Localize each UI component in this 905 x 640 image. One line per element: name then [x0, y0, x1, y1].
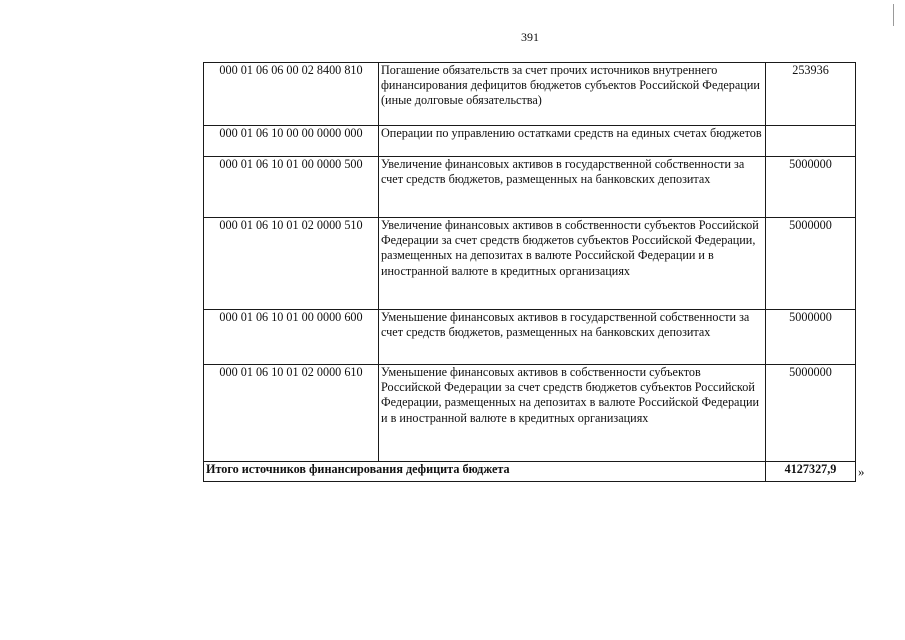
amount: 5000000: [766, 157, 856, 218]
source-name: Операции по управлению остатками средств на единых счетах бюджетов: [379, 126, 766, 157]
closing-quote-mark: »: [858, 464, 865, 479]
budget-code: 000 01 06 10 01 02 0000 510: [204, 218, 379, 310]
table-row: [204, 126, 856, 157]
budget-sources-table: [203, 62, 856, 482]
source-name: Уменьшение финансовых активов в государственной собственности за счет средств бюджетов, размещенных на банковских депозитах: [379, 310, 766, 365]
page-number: 391: [521, 30, 539, 44]
amount: 253936: [766, 63, 856, 126]
source-name: Уменьшение финансовых активов в собственности субъектов Российской Федерации за счет средств бюджетов субъектов Российской Федерации, размещенных на депозитах в валюте Российской Федерации и в иностранной валюте в кредитных организациях: [379, 365, 766, 462]
budget-code: 000 01 06 10 01 02 0000 610: [204, 365, 379, 462]
source-name: Увеличение финансовых активов в собственности субъектов Российской Федерации за счет средств бюджетов субъектов Российской Федерации, размещенных на депозитах в валюте Российской Федерации и в иностранной валюте в кредитных организациях: [379, 218, 766, 310]
table-row: [204, 218, 856, 310]
scan-edge-mark: [893, 4, 894, 26]
source-name: Погашение обязательств за счет прочих источников внутреннего финансирования дефицитов бюджетов субъектов Российской Федерации (иные долговые обязательства): [379, 63, 766, 126]
total-amount: 4127327,9: [766, 462, 856, 482]
total-label: Итого источников финансирования дефицита бюджета: [204, 462, 766, 482]
table-row: [204, 157, 856, 218]
table-row: [204, 63, 856, 126]
table-row: [204, 365, 856, 462]
amount: 5000000: [766, 365, 856, 462]
budget-code: 000 01 06 10 00 00 0000 000: [204, 126, 379, 157]
table-row: [204, 310, 856, 365]
budget-code: 000 01 06 10 01 00 0000 600: [204, 310, 379, 365]
source-name: Увеличение финансовых активов в государственной собственности за счет средств бюджетов, размещенных на банковских депозитах: [379, 157, 766, 218]
amount: [766, 126, 856, 157]
amount: 5000000: [766, 310, 856, 365]
budget-code: 000 01 06 06 00 02 8400 810: [204, 63, 379, 126]
amount: 5000000: [766, 218, 856, 310]
budget-code: 000 01 06 10 01 00 0000 500: [204, 157, 379, 218]
total-row: [204, 462, 856, 482]
